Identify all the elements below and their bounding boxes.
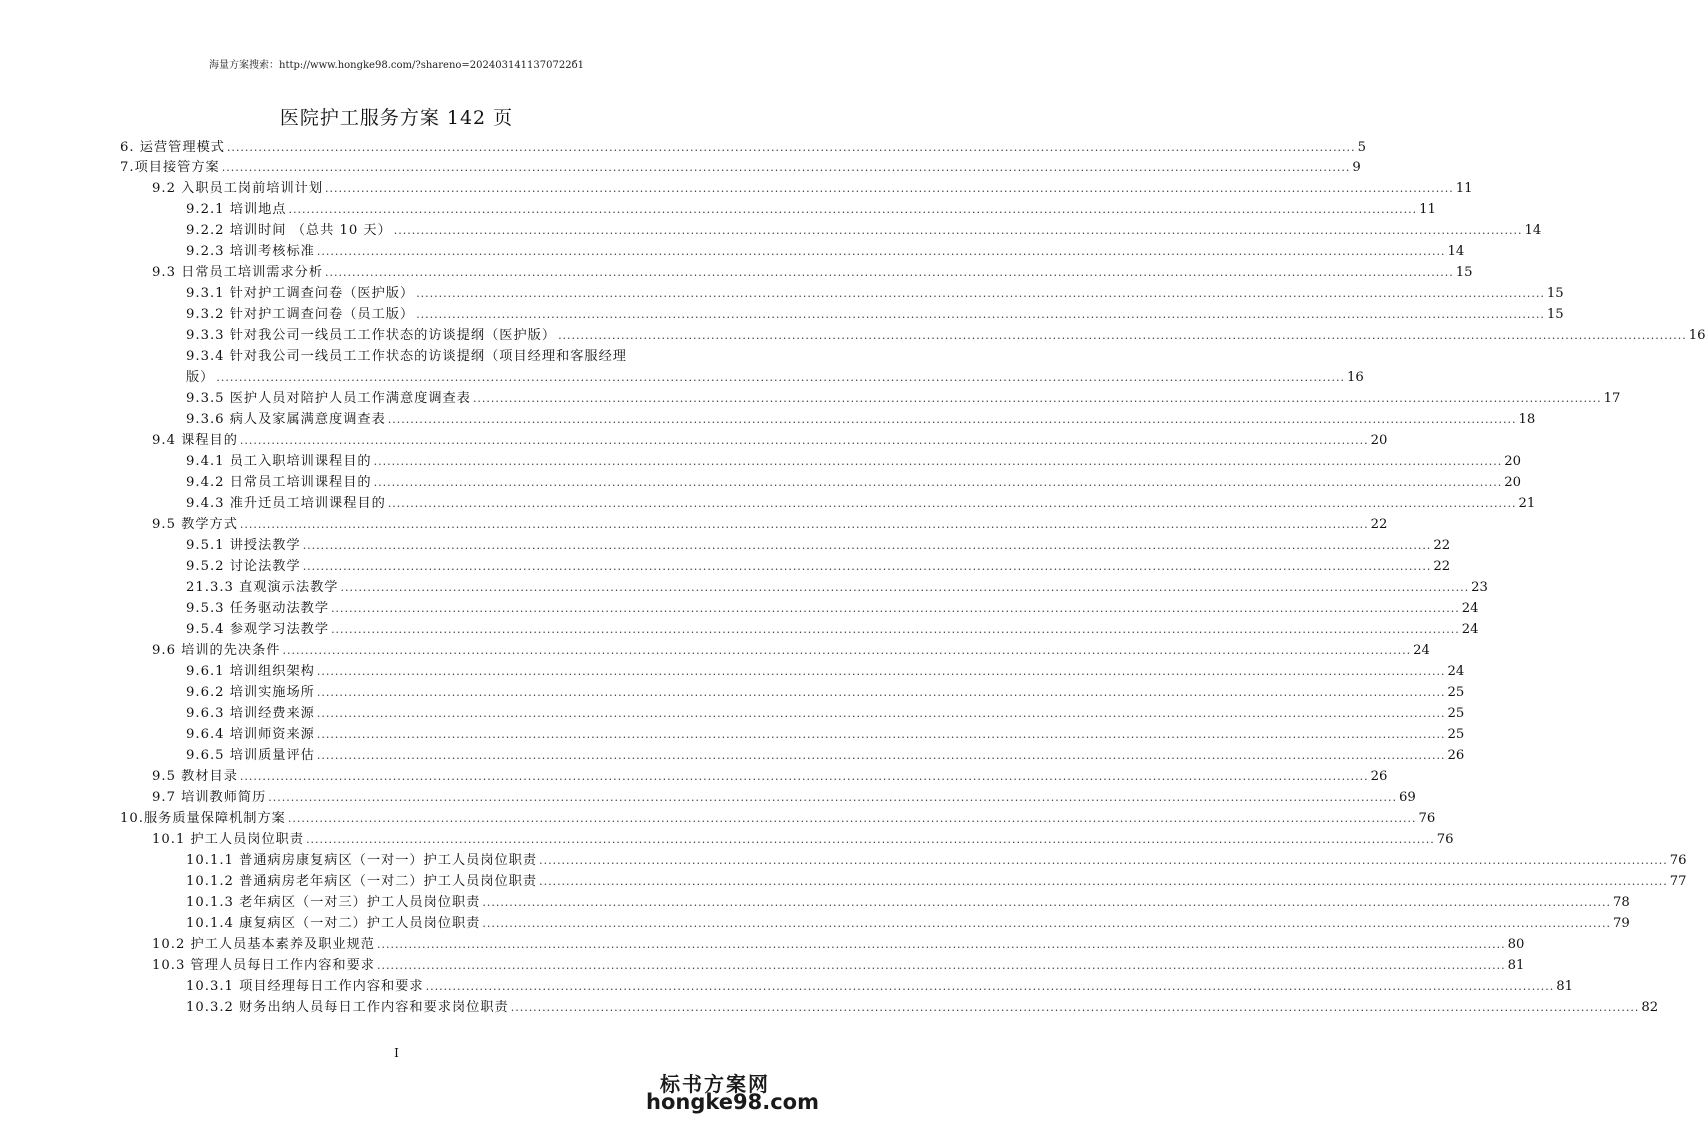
toc-item[interactable]: 9.5.4 参观学习法教学 ..... 24: [186, 620, 676, 640]
toc-item[interactable]: 9.6 培训的先决条件 ..... 24: [152, 641, 676, 661]
toc-item[interactable]: 9.6.1 培训组织架构 ..... 24: [186, 662, 676, 682]
toc-item[interactable]: 21.3.3 直观演示法教学 ..... 23: [186, 578, 676, 598]
toc-item[interactable]: 9.2.3 培训考核标准 ..... 14: [186, 242, 676, 262]
toc-item[interactable]: 9.5 教学方式 ..... 22: [152, 515, 676, 535]
toc-item[interactable]: 9.5 教材目录 ..... 26: [152, 767, 676, 787]
toc-item[interactable]: 版） ..... 16: [186, 368, 676, 388]
toc-item[interactable]: 9.3.1 针对护工调查问卷（医护版） ..... 15: [186, 284, 676, 304]
watermark-logo-en: hongke98.com: [646, 1090, 819, 1114]
toc-item[interactable]: 10.3 管理人员每日工作内容和要求 ..... 81: [152, 956, 676, 976]
toc-item[interactable]: 7.项目接管方案 ..... 9: [120, 158, 676, 178]
toc-item[interactable]: 9.3 日常员工培训需求分析 ..... 15: [152, 263, 676, 283]
toc-item[interactable]: 9.5.2 讨论法教学 ..... 22: [186, 557, 676, 577]
toc-item[interactable]: 10.服务质量保障机制方案 ..... 76: [120, 809, 676, 829]
toc-item[interactable]: 9.4.2 日常员工培训课程目的 ..... 20: [186, 473, 676, 493]
toc-item[interactable]: 9.2.2 培训时间 （总共 10 天） ..... 14: [186, 221, 676, 241]
toc-item[interactable]: 10.2 护工人员基本素养及职业规范 ..... 80: [152, 935, 676, 955]
toc-item[interactable]: 9.6.3 培训经费来源 ..... 25: [186, 704, 676, 724]
toc-item[interactable]: 9.3.5 医护人员对陪护人员工作满意度调查表 ..... 17: [186, 389, 676, 409]
page-number: I: [394, 1046, 399, 1060]
toc-item[interactable]: 9.3.6 病人及家属满意度调查表 ..... 18: [186, 410, 676, 430]
toc-item[interactable]: 9.7 培训教师简历 ..... 69: [152, 788, 676, 808]
toc-item[interactable]: 10.1.2 普通病房老年病区（一对二）护工人员岗位职责 ..... 77: [186, 872, 676, 892]
watermark-logo-cn: 标书方案网: [660, 1072, 770, 1096]
toc-item[interactable]: 9.6.2 培训实施场所 ..... 25: [186, 683, 676, 703]
toc-item[interactable]: 10.1 护工人员岗位职责 ..... 76: [152, 830, 676, 850]
toc-item[interactable]: 9.5.3 任务驱动法教学 ..... 24: [186, 599, 676, 619]
document-title: 医院护工服务方案 142 页: [279, 107, 514, 129]
toc-item[interactable]: 9.4.1 员工入职培训课程目的 ..... 20: [186, 452, 676, 472]
toc-item[interactable]: 10.3.2 财务出纳人员每日工作内容和要求岗位职责 ..... 82: [186, 998, 676, 1018]
toc-item[interactable]: 6. 运营管理模式 ..... 5: [120, 138, 676, 158]
toc-item[interactable]: 9.4 课程目的 ..... 20: [152, 431, 676, 451]
header-link[interactable]: 海量方案搜索：http://www.hongke98.com/?shareno=2024031411370722б1: [209, 60, 584, 71]
toc-item[interactable]: 10.3.1 项目经理每日工作内容和要求 ..... 81: [186, 977, 676, 997]
toc-item[interactable]: 9.2.1 培训地点 ..... 11: [186, 200, 676, 220]
toc-item[interactable]: 9.2 入职员工岗前培训计划 ..... 11: [152, 179, 676, 199]
toc-item[interactable]: 9.3.2 针对护工调查问卷（员工版） ..... 15: [186, 305, 676, 325]
toc-item[interactable]: 9.5.1 讲授法教学 ..... 22: [186, 536, 676, 556]
toc-item[interactable]: 9.6.4 培训师资来源 ..... 25: [186, 725, 676, 745]
toc-item[interactable]: 10.1.1 普通病房康复病区（一对一）护工人员岗位职责 ..... 76: [186, 851, 676, 871]
toc-item[interactable]: 10.1.3 老年病区（一对三）护工人员岗位职责 ..... 78: [186, 893, 676, 913]
toc-item[interactable]: 10.1.4 康复病区（一对二）护工人员岗位职责 ..... 79: [186, 914, 676, 934]
toc-item[interactable]: 9.3.3 针对我公司一线员工工作状态的访谈提纲（医护版） ..... 16: [186, 326, 676, 346]
toc-item[interactable]: 9.6.5 培训质量评估 ..... 26: [186, 746, 676, 766]
toc-item[interactable]: 9.4.3 准升迁员工培训课程目的 ..... 21: [186, 494, 676, 514]
toc-item-wrapped-line[interactable]: 9.3.4 针对我公司一线员工工作状态的访谈提纲（项目经理和客服经理: [186, 349, 627, 364]
